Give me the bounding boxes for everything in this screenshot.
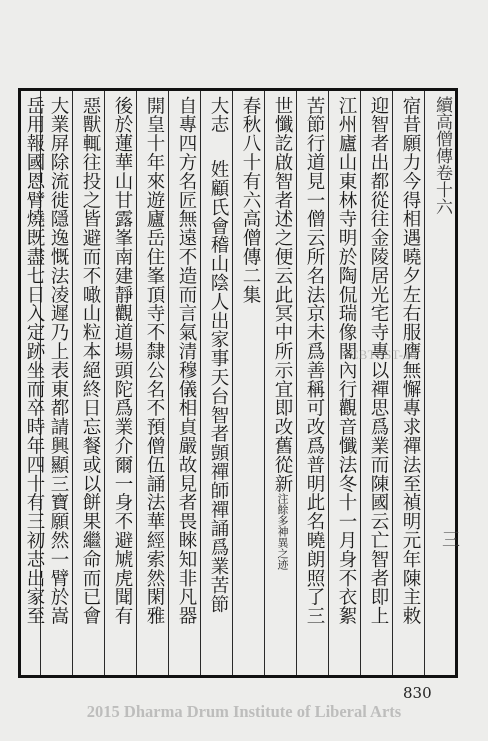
column-rule [200,91,201,675]
column-rule [232,91,233,675]
text-column: 宿昔願力今得相遇曉夕左右服膺無懈專求禪法至禎明元年陳主敕 [400,96,421,626]
column-rule [392,91,393,675]
text-column: 迎智者出都從往金陵居光宅寺專以禪思爲業而陳國云亡智者即上 [368,96,389,626]
running-head: 續高僧傳卷十六 [432,96,452,215]
text-column: 江州廬山東林寺明於陶侃瑞像閣內行觀音懺法冬十一月身不衣絮 [336,96,357,626]
text-column: 岳用報國恩臂燒既盡七日入定跡坐而卒時年四十有三初志出家至 [24,96,45,626]
column-rule [360,91,361,675]
text-column: 苦節行道見一僧云所名法京未爲善稱可改爲普明此名曉朗照了三 [304,96,325,626]
column-rule [264,91,265,675]
text-column: 惡獸輒往投之皆避而不噉山粒本絕終日忘餐或以餅果繼命而已會 [80,96,101,626]
footer-watermark: 2015 Dharma Drum Institute of Liberal Arts [86,702,402,721]
column-rule [328,91,329,675]
text-column: 後於蓮華山甘露峯南建靜觀道場頭陀爲業介爾一身不避虓虎聞有 [112,96,133,626]
column-rule [136,91,137,675]
page-number: 830 [403,684,432,702]
text-column: 自專四方名匠無遠不造而言氣清穆儀相貞嚴故見者畏睞知非凡器 [176,96,197,626]
text-column: 春秋八十有六高僧傳二集 [240,96,261,304]
column-note: 注餘多神異之迹 [276,492,289,570]
column-main-text: 世懺訖啟智者述之便云此冥中所示宜即改舊從新 [272,96,293,493]
column-rule [424,91,425,675]
column-rule [296,91,297,675]
column-rule [104,91,105,675]
watermark-stamp: NCBTEST-16 [340,347,417,362]
text-column: 大業屏除流徙隱逸慨法凌遲乃上表東都請興顯三寶願然一臂於嵩 [48,96,69,626]
column-rule [168,91,169,675]
margin-mark: 三 [439,530,460,548]
entry-heading: 大志 [208,96,229,134]
text-column [205,96,231,613]
text-column: 開皇十年來遊廬岳住峯頂寺不隸公名不預僧伍誦法華經索然閑雅 [144,96,165,626]
text-column [269,96,295,570]
column-rule [72,91,73,675]
column-main-text: 姓顧氏會稽山陰人出家事天台智者顗禪師禪誦爲業苦節 [208,159,229,614]
